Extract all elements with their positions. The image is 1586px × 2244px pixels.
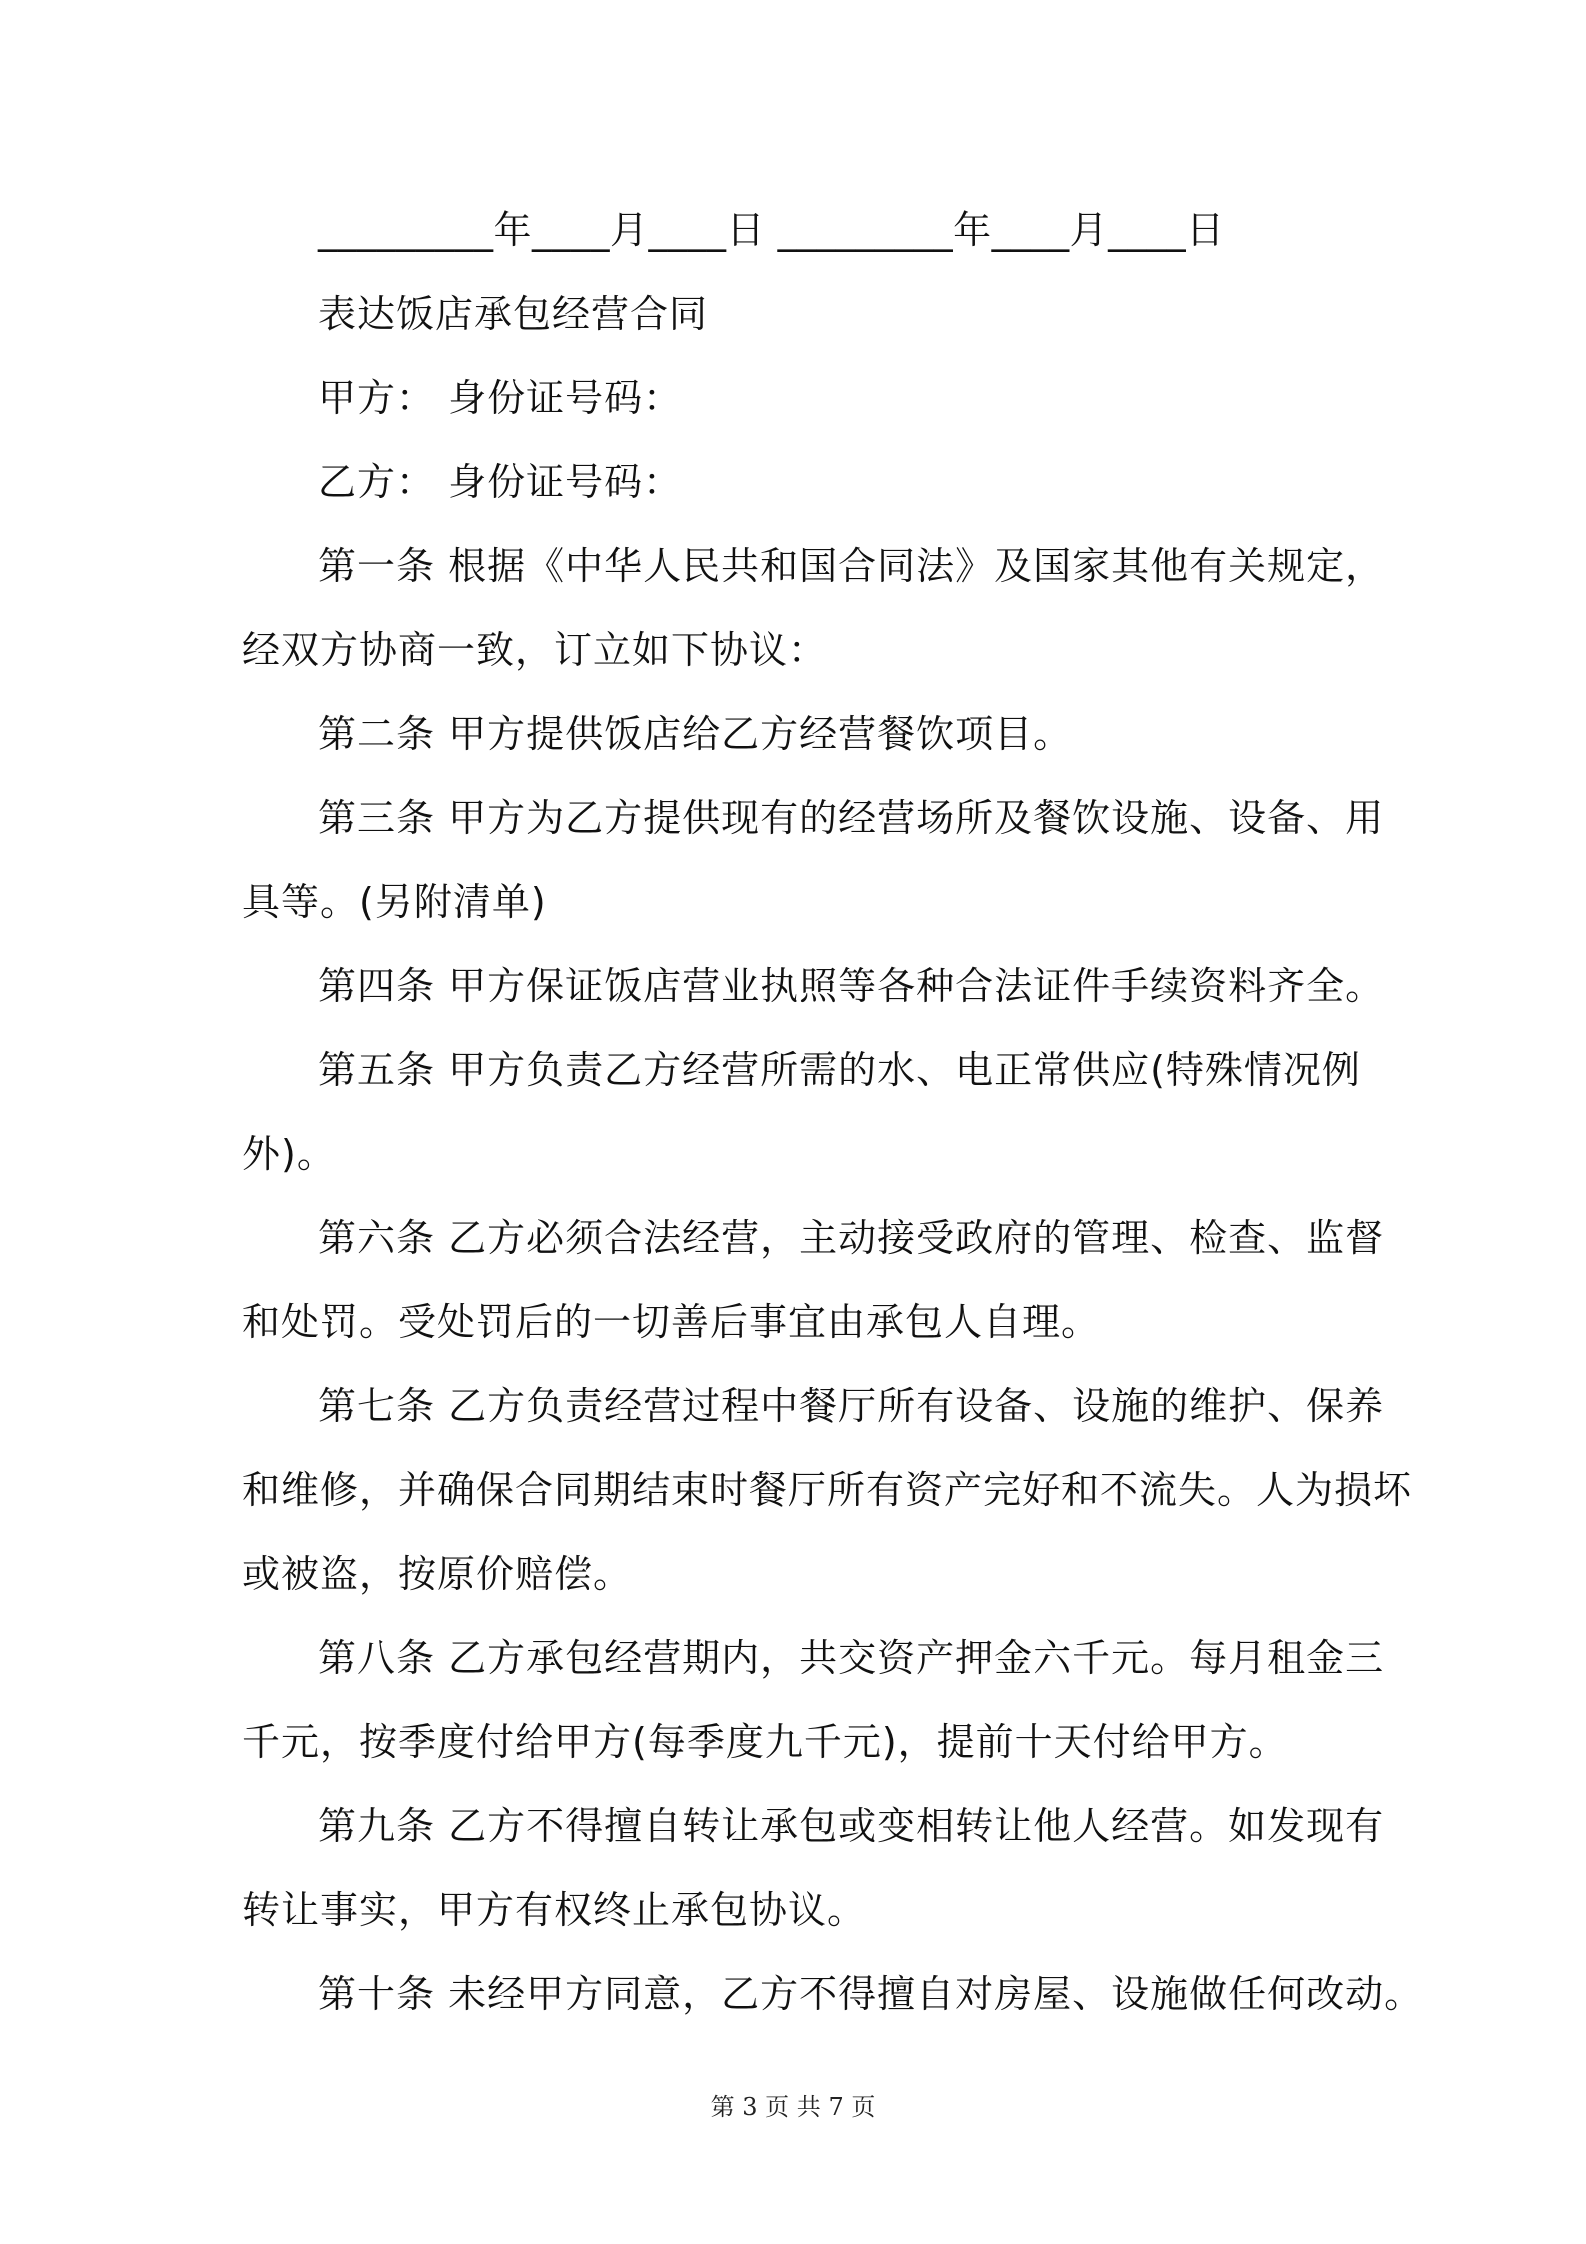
clause-7-line-2: 和维修，并确保合同期结束时餐厅所有资产完好和不流失。人为损坏	[242, 1468, 1413, 1512]
clause-3-line-2: 具等。(另附清单)	[242, 880, 547, 924]
clause-4-line-1: 第四条 甲方保证饭店营业执照等各种合法证件手续资料齐全。	[318, 964, 1385, 1008]
clause-7-line-3: 或被盗，按原价赔偿。	[242, 1552, 633, 1596]
date-line: _________年____月____日 _________年____月____日	[318, 208, 1225, 252]
party-a-line: 甲方： 身份证号码：	[318, 376, 683, 420]
clause-8-line-2: 千元，按季度付给甲方(每季度九千元)，提前十天付给甲方。	[242, 1720, 1288, 1764]
clause-1-line-1: 第一条 根据《中华人民共和国合同法》及国家其他有关规定，	[318, 544, 1385, 588]
clause-8-line-1: 第八条 乙方承包经营期内，共交资产押金六千元。每月租金三	[318, 1636, 1385, 1680]
clause-9-line-2: 转让事实，甲方有权终止承包协议。	[242, 1888, 867, 1932]
party-b-line: 乙方： 身份证号码：	[318, 460, 683, 504]
clause-1-line-2: 经双方协商一致，订立如下协议：	[242, 628, 828, 672]
clause-3-line-1: 第三条 甲方为乙方提供现有的经营场所及餐饮设施、设备、用	[318, 796, 1385, 840]
clause-6-line-1: 第六条 乙方必须合法经营，主动接受政府的管理、检查、监督	[318, 1216, 1385, 1260]
clause-5-line-1: 第五条 甲方负责乙方经营所需的水、电正常供应(特殊情况例	[318, 1048, 1361, 1092]
clause-9-line-1: 第九条 乙方不得擅自转让承包或变相转让他人经营。如发现有	[318, 1804, 1385, 1848]
clause-10-line-1: 第十条 未经甲方同意，乙方不得擅自对房屋、设施做任何改动。	[318, 1972, 1424, 2016]
document-title: 表达饭店承包经营合同	[318, 292, 709, 336]
clause-5-line-2: 外)。	[242, 1132, 336, 1176]
clause-7-line-1: 第七条 乙方负责经营过程中餐厅所有设备、设施的维护、保养	[318, 1384, 1385, 1428]
clause-6-line-2: 和处罚。受处罚后的一切善后事宜由承包人自理。	[242, 1300, 1101, 1344]
clause-2-line-1: 第二条 甲方提供饭店给乙方经营餐饮项目。	[318, 712, 1073, 756]
page-number-footer: 第 3 页 共 7 页	[710, 2093, 876, 2121]
